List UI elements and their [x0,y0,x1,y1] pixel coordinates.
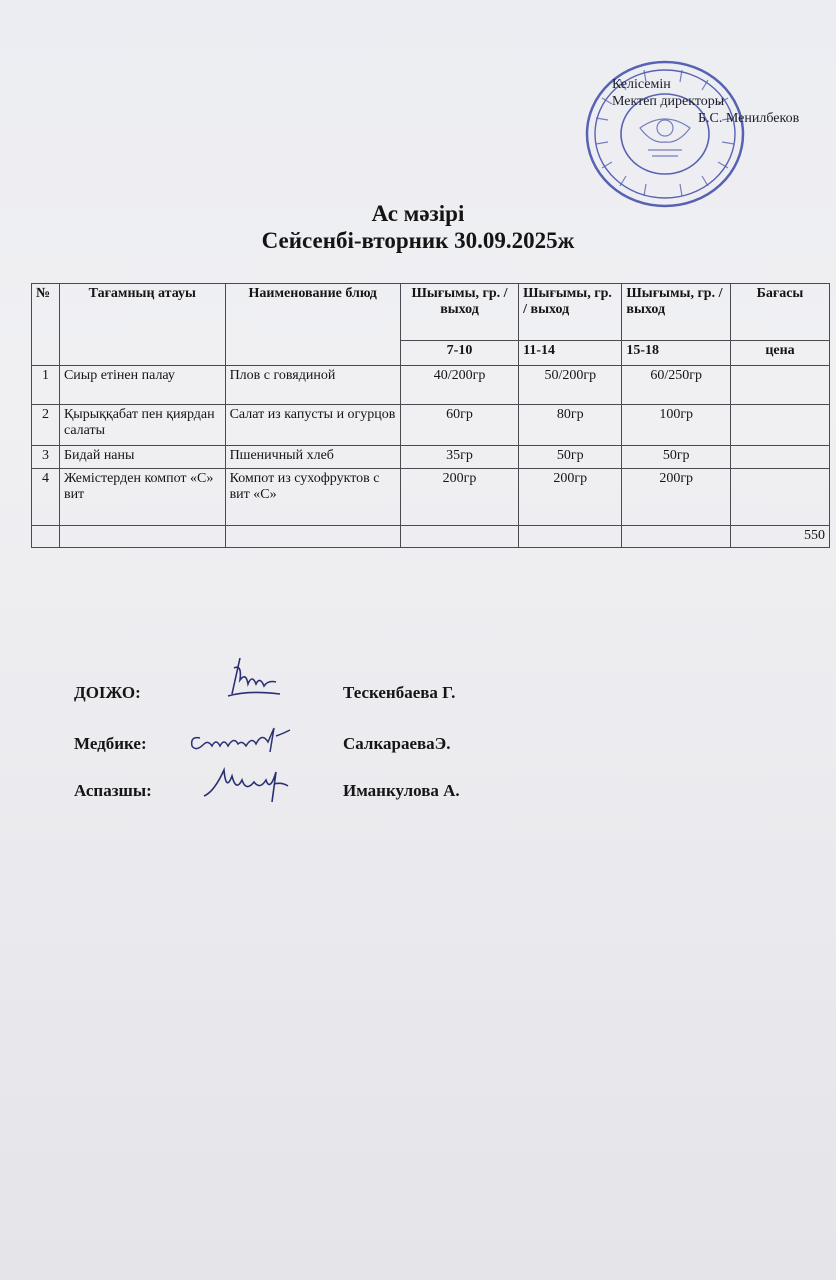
header-age-a: 7-10 [400,341,518,366]
header-age-c: 15-18 [622,341,731,366]
cell-output-c: 200гр [622,469,731,526]
approval-line-agree: Келісемін [612,77,671,92]
cell-output-b: 50гр [519,446,622,469]
cell-dish-kaz: Сиыр етінен палау [59,366,225,405]
cell-output-a: 200гр [400,469,518,526]
cell-dish-rus: Компот из сухофруктов с вит «С» [225,469,400,526]
cell-empty [225,526,400,548]
header-price-kaz: Бағасы [731,284,830,341]
signature-name-cook: Иманкулова А. [343,781,460,800]
approval-line-name: Б.С. Менилбеков [698,111,800,126]
signature-scribble [218,654,288,704]
signature-scribble [200,762,292,806]
cell-output-a: 40/200гр [400,366,518,405]
cell-num: 3 [32,446,60,469]
cell-empty [400,526,518,548]
table-row [32,366,830,405]
table-header-row [32,284,830,341]
header-output-b: Шығымы, гр. / выход [519,284,622,341]
cell-empty [59,526,225,548]
cell-output-c: 60/250гр [622,366,731,405]
cell-output-b: 80гр [519,405,622,446]
document-subtitle-date: Сейсенбі-вторник 30.09.2025ж [261,228,575,253]
signature-name-nurse: СалкараеваЭ. [343,734,451,753]
table-total-row [32,526,830,548]
cell-output-c: 50гр [622,446,731,469]
cell-dish-kaz: Жемістерден компот «С» вит [59,469,225,526]
cell-dish-rus: Пшеничный хлеб [225,446,400,469]
cell-dish-rus: Плов с говядиной [225,366,400,405]
signature-role-cook: Аспазшы: [74,781,152,800]
total-price: 550 [731,526,830,548]
cell-num: 2 [32,405,60,446]
cell-empty [622,526,731,548]
table-row [32,469,830,526]
header-dish-kaz: Тағамның атауы [59,284,225,366]
menu-table [31,283,830,548]
signature-scribble [186,722,296,758]
document-title: Ас мәзірі [371,201,465,226]
cell-output-c: 100гр [622,405,731,446]
cell-dish-kaz: Қырыққабат пен қиярдан салаты [59,405,225,446]
signature-name-doizho: Тескенбаева Г. [343,683,456,702]
signature-role-nurse: Медбике: [74,734,147,753]
cell-dish-kaz: Бидай наны [59,446,225,469]
signature-role-doizho: ДОІЖО: [74,683,141,702]
header-price-rus: цена [731,341,830,366]
cell-empty [519,526,622,548]
cell-num: 1 [32,366,60,405]
header-output-a: Шығымы, гр. / выход [400,284,518,341]
cell-num: 4 [32,469,60,526]
header-dish-rus: Наименование блюд [225,284,400,366]
table-row [32,405,830,446]
cell-empty [32,526,60,548]
cell-output-b: 200гр [519,469,622,526]
header-number: № [32,284,60,366]
approval-line-position: Мектеп директоры [612,94,725,109]
cell-price [731,469,830,526]
cell-price [731,446,830,469]
cell-price [731,366,830,405]
cell-price [731,405,830,446]
cell-dish-rus: Салат из капусты и огурцов [225,405,400,446]
cell-output-b: 50/200гр [519,366,622,405]
header-age-b: 11-14 [519,341,622,366]
approval-block [612,76,799,127]
cell-output-a: 60гр [400,405,518,446]
cell-output-a: 35гр [400,446,518,469]
header-output-c: Шығымы, гр. / выход [622,284,731,341]
table-row [32,446,830,469]
